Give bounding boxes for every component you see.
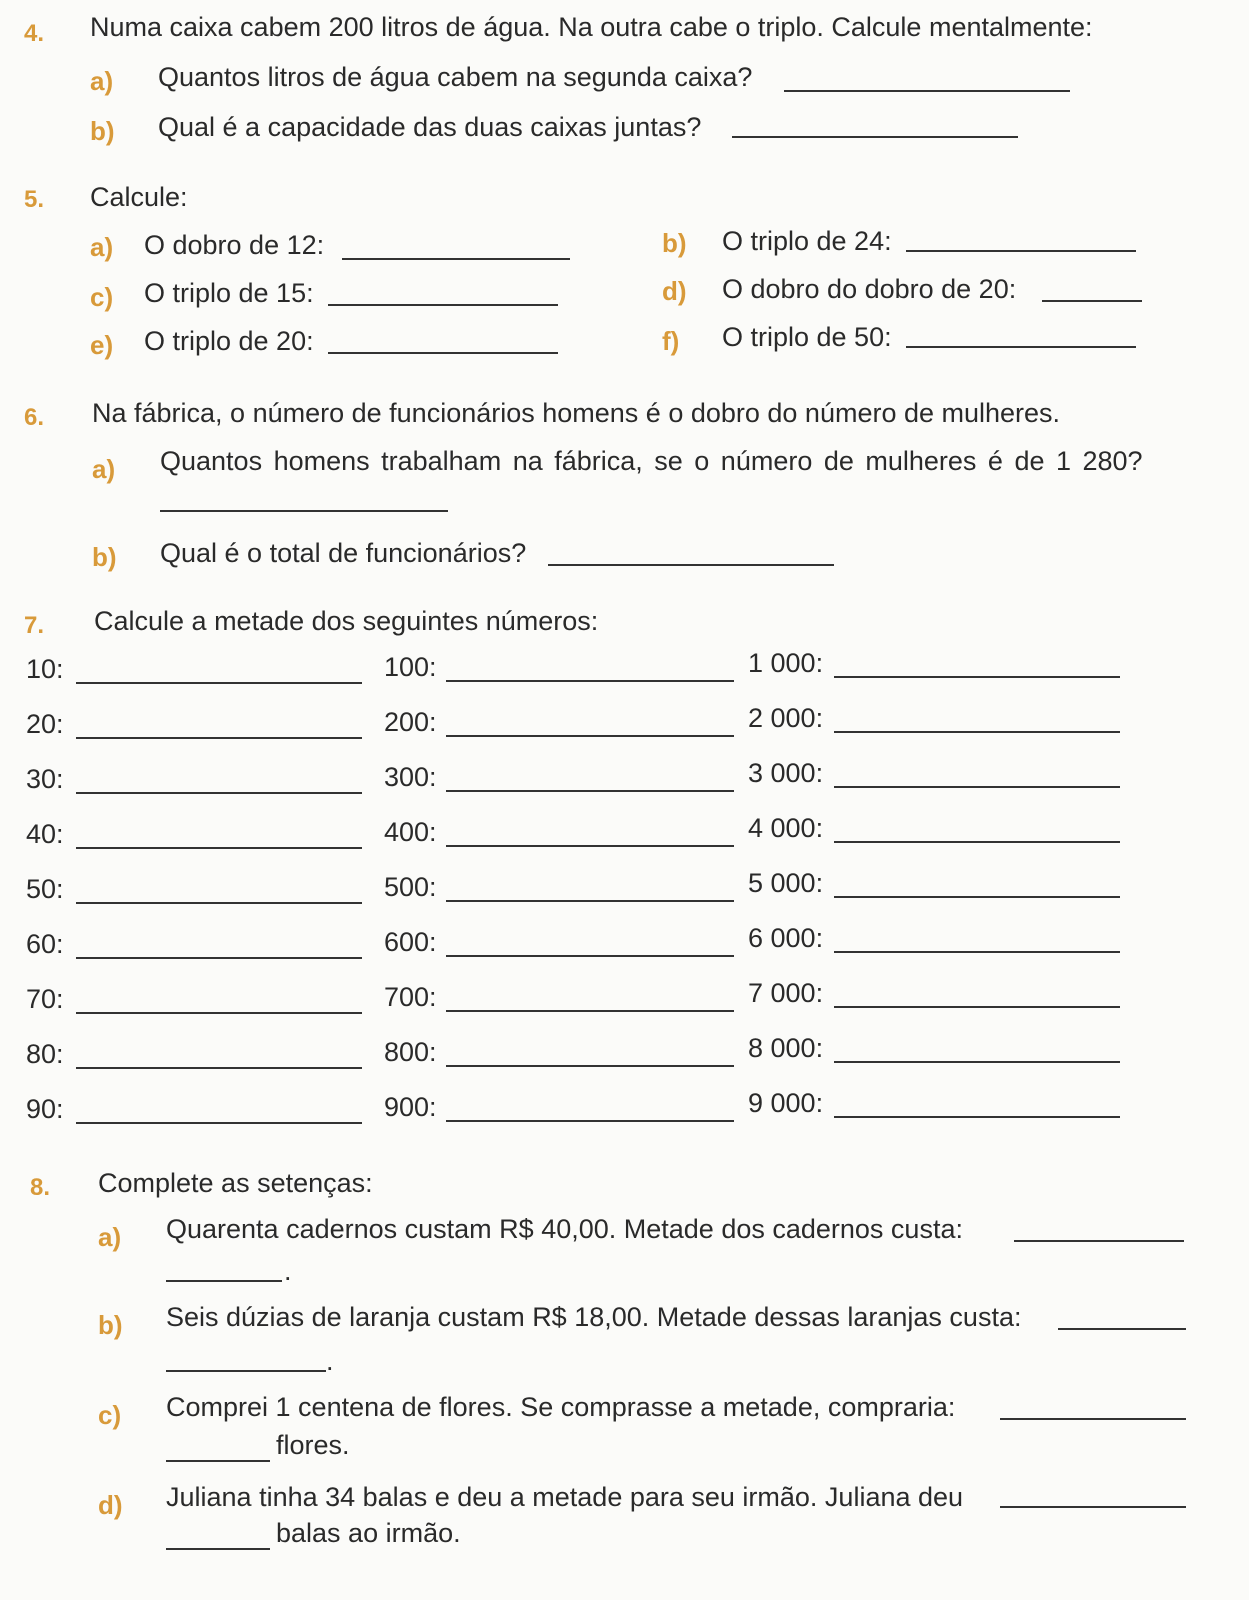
q6b-text: Qual é o total de funcionários?	[160, 538, 527, 568]
q7-label-col3-6: 6 000:	[748, 923, 824, 953]
q7-answer-line-col1-7[interactable]	[76, 1012, 362, 1014]
q5d-label: d)	[662, 276, 687, 306]
q7-label-col2-2: 200:	[384, 707, 437, 737]
q8c-label: c)	[98, 1400, 122, 1430]
q7-label-col1-9: 90:	[26, 1094, 64, 1124]
q7-answer-line-col2-7[interactable]	[446, 1010, 734, 1012]
q7-label-col2-4: 400:	[384, 817, 437, 847]
q8d-label: d)	[98, 1490, 123, 1520]
q7-label-col3-2: 2 000:	[748, 703, 824, 733]
q7-answer-line-col2-1[interactable]	[446, 680, 734, 682]
q6-text: Na fábrica, o número de funcionários homens é o dobro do número de mulheres.	[92, 398, 1061, 428]
q8b-label: b)	[98, 1310, 123, 1340]
q8a-end: .	[284, 1256, 292, 1286]
q7-label-col1-3: 30:	[26, 764, 64, 794]
q7-answer-line-col2-6[interactable]	[446, 955, 734, 957]
q8c-end: flores.	[276, 1430, 350, 1460]
q7-answer-line-col3-7[interactable]	[834, 1006, 1120, 1008]
q7-answer-line-col3-8[interactable]	[834, 1061, 1120, 1063]
q7-answer-line-col2-3[interactable]	[446, 790, 734, 792]
q5c-text: O triplo de 15:	[144, 278, 314, 308]
q7-answer-line-col1-1[interactable]	[76, 682, 362, 684]
q8d-end: balas ao irmão.	[276, 1518, 461, 1548]
q8b-text: Seis dúzias de laranja custam R$ 18,00. Metade dessas laranjas custa:	[166, 1302, 1022, 1332]
q8c-text: Comprei 1 centena de flores. Se comprasse a metade, compraria:	[166, 1392, 956, 1422]
q7-answer-line-col1-4[interactable]	[76, 847, 362, 849]
q8c-answer-line-2[interactable]	[166, 1460, 270, 1462]
q7-answer-line-col2-2[interactable]	[446, 735, 734, 737]
q8a-answer-line-1[interactable]	[1014, 1240, 1184, 1242]
q4-number: 4.	[24, 20, 45, 47]
q7-label-col3-7: 7 000:	[748, 978, 824, 1008]
q5c-label: c)	[90, 282, 114, 312]
q7-label-col2-1: 100:	[384, 652, 437, 682]
q6-number: 6.	[24, 404, 45, 431]
q7-label-col1-2: 20:	[26, 709, 64, 739]
q5-text: Calcule:	[90, 182, 188, 212]
q7-answer-line-col1-6[interactable]	[76, 957, 362, 959]
q7-answer-line-col2-9[interactable]	[446, 1120, 734, 1122]
q6a-text: Quantos homens trabalham na fábrica, se o número de mulheres é de 1 280?	[160, 446, 1143, 476]
q7-answer-line-col1-2[interactable]	[76, 737, 362, 739]
q7-answer-line-col1-8[interactable]	[76, 1067, 362, 1069]
q7-answer-line-col1-9[interactable]	[76, 1122, 362, 1124]
q5a-label: a)	[90, 232, 114, 262]
q5b-text: O triplo de 24:	[722, 226, 892, 256]
q5f-label: f)	[662, 326, 680, 356]
q7-label-col3-3: 3 000:	[748, 758, 824, 788]
q4b-label: b)	[90, 116, 115, 146]
q7-answer-line-col2-4[interactable]	[446, 845, 734, 847]
q7-answer-line-col3-1[interactable]	[834, 676, 1120, 678]
q7-label-col2-6: 600:	[384, 927, 437, 957]
q7-label-col3-5: 5 000:	[748, 868, 824, 898]
q5b-answer-line[interactable]	[906, 250, 1136, 252]
q7-label-col3-9: 9 000:	[748, 1088, 824, 1118]
q7-answer-line-col3-2[interactable]	[834, 731, 1120, 733]
q7-answer-line-col3-9[interactable]	[834, 1116, 1120, 1118]
q7-label-col3-8: 8 000:	[748, 1033, 824, 1063]
q7-answer-line-col3-6[interactable]	[834, 951, 1120, 953]
q5e-answer-line[interactable]	[328, 352, 558, 354]
q7-answer-line-col3-3[interactable]	[834, 786, 1120, 788]
q4b-text: Qual é a capacidade das duas caixas juntas?	[158, 112, 702, 142]
q7-answer-line-col1-5[interactable]	[76, 902, 362, 904]
q5b-label: b)	[662, 228, 687, 258]
q5d-answer-line[interactable]	[1042, 300, 1142, 302]
q8c-answer-line-1[interactable]	[1000, 1418, 1186, 1420]
q5e-label: e)	[90, 330, 114, 360]
q7-answer-line-col2-5[interactable]	[446, 900, 734, 902]
q8d-text: Juliana tinha 34 balas e deu a metade para seu irmão. Juliana deu	[166, 1482, 964, 1512]
q5a-answer-line[interactable]	[342, 258, 570, 260]
q7-number: 7.	[24, 612, 45, 639]
q7-label-col2-9: 900:	[384, 1092, 437, 1122]
q8d-answer-line-1[interactable]	[1000, 1506, 1186, 1508]
q4a-text: Quantos litros de água cabem na segunda caixa?	[158, 62, 753, 92]
q4b-answer-line[interactable]	[732, 136, 1018, 138]
q4a-label: a)	[90, 66, 114, 96]
q8a-answer-line-2[interactable]	[166, 1280, 282, 1282]
q5f-answer-line[interactable]	[906, 346, 1136, 348]
q7-label-col2-3: 300:	[384, 762, 437, 792]
q5f-text: O triplo de 50:	[722, 322, 892, 352]
q8-text: Complete as setenças:	[98, 1168, 373, 1198]
q5e-text: O triplo de 20:	[144, 326, 314, 356]
q7-label-col2-8: 800:	[384, 1037, 437, 1067]
q5a-text: O dobro de 12:	[144, 230, 325, 260]
q8-number: 8.	[30, 1174, 51, 1201]
q7-label-col1-4: 40:	[26, 819, 64, 849]
q7-answer-line-col1-3[interactable]	[76, 792, 362, 794]
q6a-label: a)	[92, 454, 116, 484]
q7-text: Calcule a metade dos seguintes números:	[94, 606, 599, 636]
q4a-answer-line[interactable]	[784, 90, 1070, 92]
q7-answer-line-col2-8[interactable]	[446, 1065, 734, 1067]
q8a-label: a)	[98, 1222, 122, 1252]
q6b-answer-line[interactable]	[548, 564, 834, 566]
q4-text: Numa caixa cabem 200 litros de água. Na outra cabe o triplo. Calcule mentalmente:	[90, 12, 1093, 42]
q7-label-col1-5: 50:	[26, 874, 64, 904]
q5c-answer-line[interactable]	[328, 304, 558, 306]
q7-label-col2-7: 700:	[384, 982, 437, 1012]
q7-label-col1-1: 10:	[26, 654, 64, 684]
q8b-answer-line-2[interactable]	[166, 1370, 326, 1372]
q5d-text: O dobro do dobro de 20:	[722, 274, 1017, 304]
q7-label-col2-5: 500:	[384, 872, 437, 902]
q8d-answer-line-2[interactable]	[166, 1548, 270, 1550]
q7-answer-line-col3-4[interactable]	[834, 841, 1120, 843]
q7-answer-line-col3-5[interactable]	[834, 896, 1120, 898]
q8b-end: .	[326, 1346, 334, 1376]
q8a-text: Quarenta cadernos custam R$ 40,00. Metade dos cadernos custa:	[166, 1214, 963, 1244]
q5-number: 5.	[24, 186, 45, 213]
q6b-label: b)	[92, 542, 117, 572]
q7-label-col1-8: 80:	[26, 1039, 64, 1069]
q8b-answer-line-1[interactable]	[1058, 1328, 1186, 1330]
q7-label-col1-7: 70:	[26, 984, 64, 1014]
q6a-answer-line[interactable]	[160, 510, 448, 512]
q7-label-col1-6: 60:	[26, 929, 64, 959]
q7-label-col3-4: 4 000:	[748, 813, 824, 843]
q7-label-col3-1: 1 000:	[748, 648, 824, 678]
